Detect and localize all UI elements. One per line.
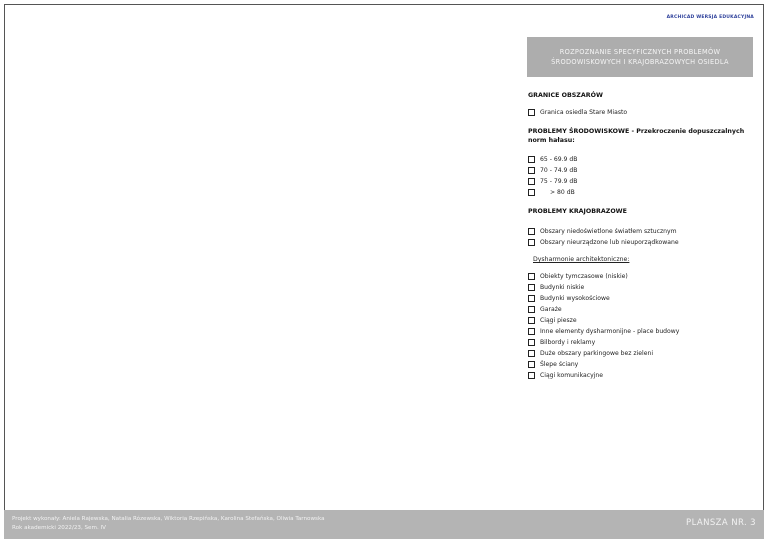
legend-label: Granica osiedla Stare Miasto xyxy=(540,108,628,116)
title-box xyxy=(527,37,753,77)
legend-item xyxy=(528,226,677,236)
legend-item xyxy=(528,293,610,303)
legend-label: Bilbordy i reklamy xyxy=(540,338,596,346)
legend-label: 70 - 74.9 dB xyxy=(540,166,578,174)
legend-label: Obszary nieurządzone lub nieuporządkowane xyxy=(540,238,679,246)
legend-label: Ślepe ściany xyxy=(540,360,579,368)
drawing-sheet xyxy=(4,4,764,539)
legend-item xyxy=(528,370,603,380)
heading-landscape: PROBLEMY KRAJOBRAZOWE xyxy=(528,208,627,215)
academic-year-line: Rok akademicki 2022/23, Sem. IV xyxy=(12,525,106,531)
heading-environmental: PROBLEMY ŚRODOWISKOWE - Przekroczenie dopuszczalnych norm hałasu: xyxy=(528,128,745,144)
legend-label: Garaże xyxy=(540,305,562,313)
legend-item xyxy=(528,282,584,292)
heading-boundaries: GRANICE OBSZARÓW xyxy=(528,92,603,99)
legend-label: > 80 dB xyxy=(550,188,575,196)
legend-label: Obiekty tymczasowe (niskie) xyxy=(540,272,628,280)
legend-swatch xyxy=(528,156,535,163)
legend-label: Budynki wysokościowe xyxy=(540,294,610,302)
legend-swatch xyxy=(528,228,535,235)
legend-item xyxy=(528,237,679,247)
legend-item xyxy=(528,187,575,197)
legend-item xyxy=(528,326,679,336)
legend-swatch xyxy=(528,189,535,196)
legend-label: 75 - 79.9 dB xyxy=(540,177,578,185)
legend-item xyxy=(528,315,577,325)
footer-bar xyxy=(4,510,764,539)
legend-label: Inne elementy dysharmonijne - place budowy xyxy=(540,327,680,335)
authors-line: Projekt wykonały: Aniela Rajewska, Natalia Rózewska, Wiktoria Rzepińska, Karolina Stefańska, Oliwia Tarnowska xyxy=(12,516,325,522)
title-line-1: ROZPOZNANIE SPECYFICZNYCH PROBLEMÓW xyxy=(559,48,721,56)
legend-swatch xyxy=(528,167,535,174)
legend-item xyxy=(528,271,628,281)
legend-item xyxy=(528,154,577,164)
legend-item xyxy=(528,348,653,358)
legend-item xyxy=(528,107,627,117)
legend-swatch xyxy=(528,109,535,116)
legend-item xyxy=(528,304,562,314)
legend-item xyxy=(528,337,595,347)
legend-item xyxy=(528,359,578,369)
legend-swatch xyxy=(528,273,535,280)
legend-swatch xyxy=(528,306,535,313)
legend-swatch xyxy=(528,178,535,185)
legend-label: Ciągi komunikacyjne xyxy=(540,371,603,379)
legend-label: Duże obszary parkingowe bez zieleni xyxy=(540,349,654,357)
legend-label: 65 - 69.9 dB xyxy=(540,155,578,163)
legend-item xyxy=(528,165,577,175)
legend-swatch xyxy=(528,317,535,324)
legend-swatch xyxy=(528,372,535,379)
legend-item xyxy=(528,176,577,186)
legend-swatch xyxy=(528,295,535,302)
credits xyxy=(12,515,325,533)
subheading-dysharmony: Dysharmonie architektoniczne: xyxy=(533,256,630,263)
legend-swatch xyxy=(528,339,535,346)
legend-label: Obszary niedoświetlone światłem sztucznym xyxy=(540,227,677,235)
edu-version-label: ARCHICAD WERSJA EDUKACYJNA xyxy=(666,15,754,20)
legend-swatch xyxy=(528,284,535,291)
legend-swatch xyxy=(528,239,535,246)
title-line-2: ŚRODOWISKOWYCH I KRAJOBRAZOWYCH OSIEDLA xyxy=(551,58,729,66)
legend-swatch xyxy=(528,328,535,335)
legend-swatch xyxy=(528,350,535,357)
legend-label: Budynki niskie xyxy=(540,283,585,291)
legend-label: Ciągi piesze xyxy=(540,316,577,324)
legend-swatch xyxy=(528,361,535,368)
sheet-number: PLANSZA NR. 3 xyxy=(686,518,756,528)
